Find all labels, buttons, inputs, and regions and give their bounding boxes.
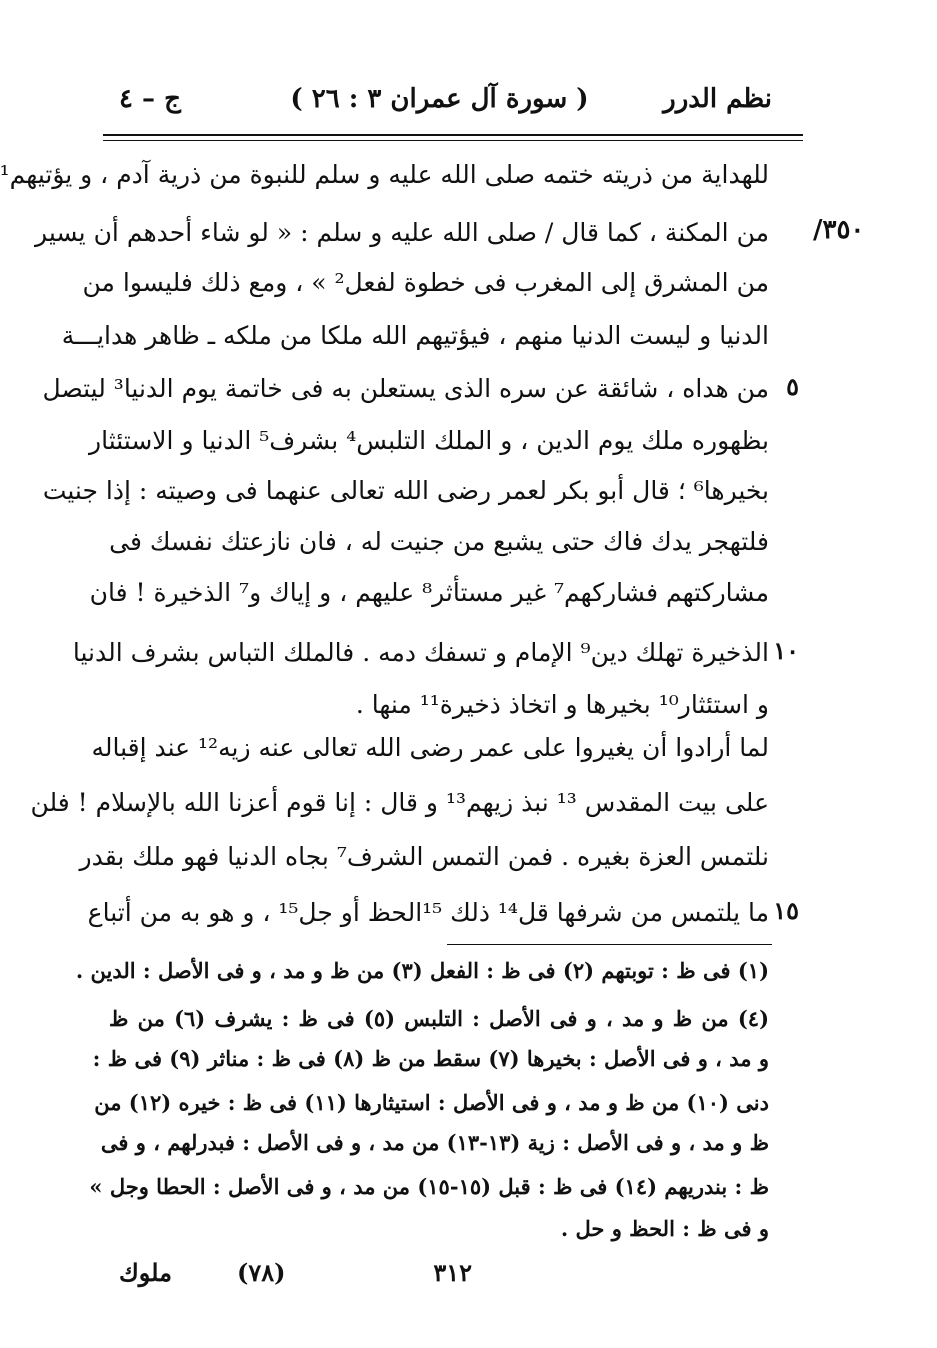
footnote-line: (٤) من ظ و مد ، و فى الأصل : التلبس (٥) فى ظ : يشرف (٦) من ظ <box>109 1006 770 1031</box>
text-line: و استئثار¹⁰ بخيرها و اتخاذ ذخيرة¹¹ منها . <box>355 690 769 719</box>
book-title: نظم الدرر <box>663 84 772 114</box>
footnote-rule <box>447 944 772 945</box>
text-line: الذخيرة تهلك دين⁹ الإمام و تسفك دمه . فالملك التباس بشرف الدنيا <box>72 638 769 667</box>
running-header <box>107 84 772 128</box>
line-number-5: ٥ <box>786 372 799 401</box>
page-number: ٣١٢ <box>433 1258 472 1287</box>
footnote-line: (١) فى ظ : توبتهم (٢) فى ظ : الفعل (٣) من ظ و مد ، و فى الأصل : الدين . <box>75 958 769 983</box>
footnote-line: و مد ، و فى الأصل : بخيرها (٧) سقط من ظ (٨) فى ظ : مناثر (٩) فى ظ : <box>92 1046 769 1071</box>
surah-reference: ( سورة آل عمران ٣ : ٢٦ ) <box>290 84 589 114</box>
footnote-line: ظ : بندريهم (١٤) فى ظ : قبل (١٥-١٥) من مد ، و فى الأصل : الحطا وجل » <box>89 1174 769 1199</box>
page-footer <box>107 1258 772 1298</box>
signature-mark: (٧٨) <box>237 1258 286 1287</box>
margin-folio-number: ٣٥٠/ <box>813 215 865 245</box>
text-line: فلتهجر يدك فاك حتى يشبع من جنيت له ، فان نازعتك نفسك فى <box>109 527 769 556</box>
header-rule-thin <box>103 140 803 141</box>
header-rule <box>103 134 803 136</box>
footnote-line: ظ و مد ، و فى الأصل : زية (١٣-١٣) من مد ، و فى الأصل : فبدرلهم ، و فى <box>100 1130 769 1155</box>
line-number-10: ١٠ <box>773 636 799 665</box>
catchword: ملوك <box>119 1258 172 1287</box>
text-line: من هداه ، شائقة عن سره الذى يستعلن به فى خاتمة يوم الدنيا³ ليتصل <box>42 374 769 403</box>
text-line: ما يلتمس من شرفها قل¹⁴ ذلك ¹⁵الحظ أو جل¹⁵ ، و هو به من أتباع <box>87 898 769 927</box>
footnote-line: و فى ظ : الحظ و حل . <box>560 1216 769 1241</box>
text-line: من المشرق إلى المغرب فى خطوة لفعل² » ، ومع ذلك فليسوا من <box>82 268 769 297</box>
text-line: نلتمس العزة بغيره . فمن التمس الشرف⁷ بجاه الدنيا فهو ملك بقدر <box>79 842 769 871</box>
text-line: على بيت المقدس ¹³ نبذ زيهم¹³ و قال : إنا قوم أعزنا الله بالإسلام ! فلن <box>30 788 769 817</box>
text-line: من المكنة ، كما قال / صلى الله عليه و سلم : « لو شاء أحدهم أن يسير <box>35 218 769 247</box>
text-line: بظهوره ملك يوم الدين ، و الملك التلبس⁴ بشرف⁵ الدنيا و الاستئثار <box>89 426 769 455</box>
text-line: الدنيا و ليست الدنيا منهم ، فيؤتيهم الله ملكا من ملكه ـ ظاهر هدايـــة <box>61 321 769 350</box>
text-line: مشاركتهم فشاركهم⁷ غير مستأثر⁸ عليهم ، و إياك و⁷ الذخيرة ! فان <box>89 578 769 607</box>
text-line: لما أرادوا أن يغيروا على عمر رضى الله تعالى عنه زيه¹² عند إقباله <box>91 733 769 762</box>
volume-number: ج – ٤ <box>119 84 181 114</box>
text-line: بخيرها⁶ ؛ قال أبو بكر لعمر رضى الله تعالى عنهما فى وصيته : إذا جنيت <box>42 476 769 505</box>
line-number-15: ١٥ <box>773 896 799 925</box>
footnote-line: دنى (١٠) من ظ و مد ، و فى الأصل : استيثارها (١١) فى ظ : خيره (١٢) من <box>94 1090 769 1115</box>
text-line: للهداية من ذريته ختمه صلى الله عليه و سلم للنبوة من ذرية آدم ، و يؤتيهم¹ <box>0 160 769 189</box>
